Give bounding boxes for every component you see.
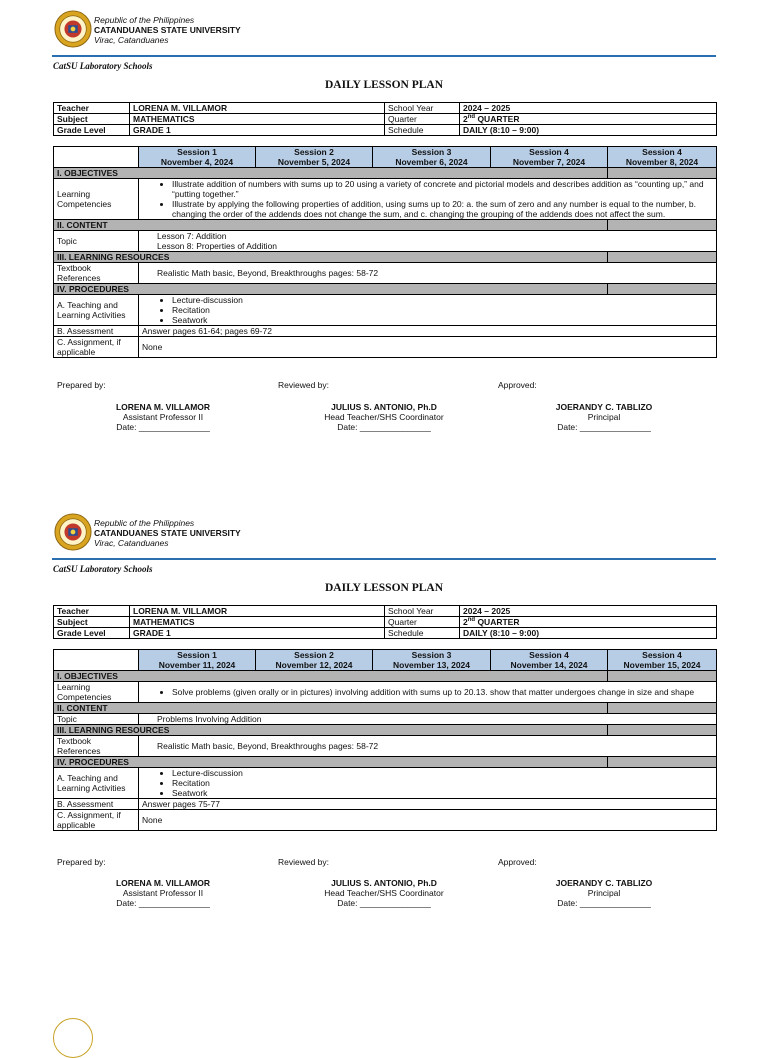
approved-label: Approved:	[498, 857, 537, 867]
session-header: Session 4 November 15, 2024	[608, 650, 717, 671]
session-header: Session 3 November 6, 2024	[373, 147, 491, 168]
republic-text: Republic of the Philippines	[94, 518, 195, 528]
schedule-label: Schedule	[385, 125, 460, 136]
teacher-label: Teacher	[54, 606, 130, 617]
activities-label: A. Teaching and Learning Activities	[54, 295, 139, 326]
section-content: II. CONTENT	[54, 220, 608, 231]
info-table	[53, 102, 717, 136]
teacher-value: LORENA M. VILLAMOR	[130, 103, 385, 114]
prepared-by-label: Prepared by:	[57, 380, 106, 390]
activities-label: A. Teaching and Learning Activities	[54, 768, 139, 799]
schedule-value: DAILY (8:10 – 9:00)	[460, 628, 717, 639]
subject-value: MATHEMATICS	[130, 114, 385, 125]
textbook-cell: Realistic Math basic, Beyond, Breakthroughs pages: 58-72	[139, 263, 717, 284]
date-line: Date: _______________	[337, 422, 431, 432]
section-procedures: IV. PROCEDURES	[54, 284, 608, 295]
info-table	[53, 605, 717, 639]
competency-item: • Illustrate by applying the following properties of addition, using sums up to 20: a. the sum of zero and any number is equal to the number, b. changing the order of the addends does not change the sum, and c. changing the grouping of the addends does not affect the sum.	[172, 199, 713, 219]
university-location: Virac, Catanduanes	[94, 35, 169, 45]
date-line: Date: _______________	[337, 898, 431, 908]
session-header: Session 1 November 4, 2024	[139, 147, 256, 168]
topic-cell: Lesson 7: Addition Lesson 8: Properties of Addition	[139, 231, 717, 252]
grade-value: GRADE 1	[130, 628, 385, 639]
reviewed-by-label: Reviewed by:	[278, 857, 330, 867]
topic-label: Topic	[54, 714, 139, 725]
signature-approved: JOERANDY C. TABLIZO Principal Date: _______________	[504, 402, 704, 432]
section-resources: III. LEARNING RESOURCES	[54, 252, 608, 263]
school-year-label: School Year	[385, 606, 460, 617]
quarter-value: 2nd QUARTER	[460, 114, 717, 125]
approved-label: Approved:	[498, 380, 537, 390]
section-procedures: IV. PROCEDURES	[54, 757, 608, 768]
signature-reviewed: JULIUS S. ANTONIO, Ph.D Head Teacher/SHS Coordinator Date: _______________	[284, 878, 484, 908]
competencies-label: Learning Competencies	[54, 682, 139, 703]
grade-value: GRADE 1	[130, 125, 385, 136]
teacher-label: Teacher	[54, 103, 130, 114]
school-year-value: 2024 – 2025	[460, 103, 717, 114]
session-header: Session 4 November 8, 2024	[608, 147, 717, 168]
assessment-cell: Answer pages 61-64; pages 69-72	[139, 326, 717, 337]
quarter-value: 2nd QUARTER	[460, 617, 717, 628]
activity-item: • Lecture-discussion	[172, 768, 713, 778]
assignment-cell: None	[139, 337, 717, 358]
teacher-value: LORENA M. VILLAMOR	[130, 606, 385, 617]
competency-item: • Illustrate addition of numbers with sums up to 20 using a variety of concrete and pictorial models and describes addition as “counting up,” and “putting together.”	[172, 179, 713, 199]
subject-label: Subject	[54, 114, 130, 125]
date-line: Date: _______________	[557, 898, 651, 908]
university-name: CATANDUANES STATE UNIVERSITY	[94, 528, 241, 538]
competencies-cell	[139, 179, 717, 220]
textbook-cell: Realistic Math basic, Beyond, Breakthroughs pages: 58-72	[139, 736, 717, 757]
session-header: Session 1 November 11, 2024	[139, 650, 256, 671]
subject-value: MATHEMATICS	[130, 617, 385, 628]
competency-item: • Solve problems (given orally or in pictures) involving addition with sums up to 20.13. show that matter undergoes change in size and shape	[172, 687, 713, 697]
school-year-label: School Year	[385, 103, 460, 114]
signature-reviewed: JULIUS S. ANTONIO, Ph.D Head Teacher/SHS Coordinator Date: _______________	[284, 402, 484, 432]
letterhead	[52, 511, 716, 559]
header-divider	[52, 55, 716, 57]
assignment-label: C. Assignment, if applicable	[54, 337, 139, 358]
activity-item: • Seatwork	[172, 315, 713, 325]
schedule-value: DAILY (8:10 – 9:00)	[460, 125, 717, 136]
section-content: II. CONTENT	[54, 703, 608, 714]
school-name: CatSU Laboratory Schools	[53, 61, 153, 71]
session-header: Session 4 November 7, 2024	[491, 147, 608, 168]
activities-cell	[139, 768, 717, 799]
session-header: Session 4 November 14, 2024	[491, 650, 608, 671]
textbook-label: Textbook References	[54, 263, 139, 284]
subject-label: Subject	[54, 617, 130, 628]
school-year-value: 2024 – 2025	[460, 606, 717, 617]
prepared-by-label: Prepared by:	[57, 857, 106, 867]
session-header: Session 2 November 12, 2024	[256, 650, 373, 671]
activity-item: • Recitation	[172, 778, 713, 788]
university-seal-icon	[54, 10, 92, 48]
school-name: CatSU Laboratory Schools	[53, 564, 153, 574]
letterhead	[52, 8, 716, 56]
date-line: Date: _______________	[116, 422, 210, 432]
republic-text: Republic of the Philippines	[94, 15, 195, 25]
date-line: Date: _______________	[557, 422, 651, 432]
reviewed-by-label: Reviewed by:	[278, 380, 330, 390]
university-location: Virac, Catanduanes	[94, 538, 169, 548]
signature-approved: JOERANDY C. TABLIZO Principal Date: _______________	[504, 878, 704, 908]
assignment-label: C. Assignment, if applicable	[54, 810, 139, 831]
university-seal-icon	[54, 513, 92, 551]
grade-label: Grade Level	[54, 125, 130, 136]
next-page-seal-icon	[53, 1018, 93, 1058]
activity-item: • Seatwork	[172, 788, 713, 798]
grade-label: Grade Level	[54, 628, 130, 639]
activity-item: • Recitation	[172, 305, 713, 315]
quarter-label: Quarter	[385, 617, 460, 628]
university-name: CATANDUANES STATE UNIVERSITY	[94, 25, 241, 35]
section-objectives: I. OBJECTIVES	[54, 168, 608, 179]
session-header: Session 2 November 5, 2024	[256, 147, 373, 168]
signature-prepared: LORENA M. VILLAMOR Assistant Professor II Date: _______________	[63, 878, 263, 908]
section-objectives: I. OBJECTIVES	[54, 671, 608, 682]
page-title: DAILY LESSON PLAN	[324, 582, 443, 594]
assessment-label: B. Assessment	[54, 799, 139, 810]
assessment-label: B. Assessment	[54, 326, 139, 337]
activity-item: • Lecture-discussion	[172, 295, 713, 305]
topic-label: Topic	[54, 231, 139, 252]
topic-cell: Problems Involving Addition	[139, 714, 717, 725]
quarter-label: Quarter	[385, 114, 460, 125]
signature-prepared: LORENA M. VILLAMOR Assistant Professor II Date: _______________	[63, 402, 263, 432]
assignment-cell: None	[139, 810, 717, 831]
session-table	[53, 649, 717, 831]
date-line: Date: _______________	[116, 898, 210, 908]
session-table	[53, 146, 717, 358]
section-resources: III. LEARNING RESOURCES	[54, 725, 608, 736]
assessment-cell: Answer pages 75-77	[139, 799, 717, 810]
textbook-label: Textbook References	[54, 736, 139, 757]
page-title: DAILY LESSON PLAN	[324, 79, 443, 91]
session-header: Session 3 November 13, 2024	[373, 650, 491, 671]
competencies-cell	[139, 682, 717, 703]
schedule-label: Schedule	[385, 628, 460, 639]
header-divider	[52, 558, 716, 560]
competencies-label: Learning Competencies	[54, 179, 139, 220]
activities-cell	[139, 295, 717, 326]
